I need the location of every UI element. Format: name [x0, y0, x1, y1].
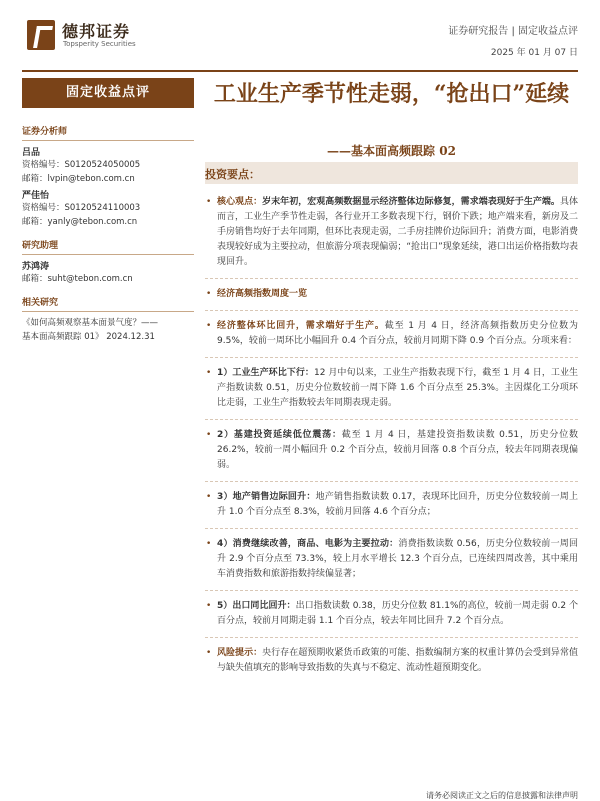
paragraph-text: 消费指数读数 0.56，历史分位数较前一周回升 2.9 个百分点至 73.3%，较上月水平增长 12.3 个百分点，已连续四周改善，其中乘用车消费指数和旅游指数持续偏显著；	[217, 539, 578, 579]
paragraph-text: 出口指数读数 0.38，历史分位数 81.1%的高位，较前一周走弱 0.2 个百分点，较前月同期走弱 1.1 个百分点，较去年同比回升 7.2 个百分点。	[217, 601, 578, 626]
paragraph-section-heading	[205, 287, 578, 311]
analyst-cert: 资格编号：S0120524110003	[22, 203, 141, 213]
category-label: 固定收益点评	[22, 78, 194, 108]
paragraph-bold: 岁末年初，宏观高频数据显示经济整体边际修复，需求端表现好于生产端。	[262, 197, 560, 207]
paragraph-bold: 2）基建投资延续低位震荡：	[217, 430, 342, 440]
paragraph-real-estate	[205, 490, 578, 529]
analyst-name: 吕品	[22, 148, 41, 158]
analyst-email[interactable]: 邮箱：lvpin@tebon.com.cn	[22, 174, 135, 184]
paragraph-lead: 风险提示：	[217, 648, 263, 658]
report-type: 证券研究报告 | 固定收益点评	[448, 26, 578, 37]
analyst-name: 严佳怡	[22, 191, 50, 201]
analyst-email[interactable]: 邮箱：yanly@tebon.com.cn	[22, 217, 138, 227]
paragraph-text: 截至 1 月 4 日，基建投资指数读数 0.51，历史分位数 26.2%，较前一周小幅回升 0.2 个百分点，较前月回落 0.8 个百分点，较去年同期表现偏弱。	[217, 430, 579, 470]
paragraph-bold: 5）出口同比回升：	[217, 601, 296, 611]
paragraph-industry	[205, 366, 578, 420]
header-divider	[22, 70, 578, 72]
main-heading-bar	[205, 162, 578, 184]
paragraph-export	[205, 599, 578, 638]
paragraph-bold: 3）地产销售边际回升：	[217, 492, 316, 502]
main-heading: 投资要点：	[205, 168, 260, 181]
paragraph-core-view	[205, 195, 578, 279]
assistant-section-title: 研究助理	[22, 238, 194, 255]
paragraph-lead: 核心观点：	[217, 197, 263, 207]
paragraph-bold: 1）工业生产环比下行：	[217, 368, 314, 378]
sidebar	[22, 124, 194, 344]
paragraph-overall	[205, 319, 578, 358]
paragraph-bold: 4）消费继续改善，商品、电影为主要拉动：	[217, 539, 399, 549]
analyst-cert: 资格编号：S0120524050005	[22, 160, 141, 170]
assistant-email[interactable]: 邮箱：suht@tebon.com.cn	[22, 274, 133, 284]
related-report-line[interactable]: 《如何高频观察基本面景气度？——	[22, 318, 159, 328]
company-logo-icon	[27, 20, 55, 50]
paragraph-consumption	[205, 537, 578, 591]
related-report-line[interactable]: 基本面高频跟踪 01》 2024.12.31	[22, 332, 155, 342]
paragraph-text: 央行存在超预期收紧货币政策的可能、指数编制方案的权重计算仍会受到异常值与缺失值填充的影响导致指数的失真与不稳定、流动性超预期变化。	[217, 648, 578, 673]
paragraph-infrastructure	[205, 428, 578, 482]
analysts-section-title: 证券分析师	[22, 124, 194, 141]
paragraph-lead: 经济整体环比回升，需求端好于生产。	[217, 321, 385, 331]
brand-name: 德邦证券	[62, 22, 131, 41]
assistant-name: 苏鸿涛	[22, 262, 50, 272]
paragraph-lead: 经济高频指数周度一览	[217, 289, 308, 299]
paragraph-risk	[205, 646, 578, 684]
report-date: 2025 年 01 月 07 日	[490, 48, 578, 58]
brand-name-en: Topsperity Securities	[63, 40, 136, 48]
paragraph-text: 具体而言，工业生产季节性走弱，各行业开工多数表现下行，钢价下跌；地产端来看，新房及二手房销售均好于去年同期，但环比表现走弱，二手房挂牌价边际回升；消费方面，电影消费表现较好成为主要拉动，但旅游分项表现偏弱；“抢出口”现象延续，港口出运价格指数均表现回升。	[217, 197, 578, 267]
report-subtitle: ——基本面高频跟踪 02	[327, 144, 456, 158]
disclaimer-footer: 请务必阅读正文之后的信息披露和法律声明	[426, 791, 578, 800]
paragraph-text: 地产销售指数读数 0.17，表现环比回升，历史分位数较前一周上升 1.0 个百分点至 8.3%，较前月回落 4.6 个百分点；	[217, 492, 578, 517]
paragraph-text: 12 月中旬以来，工业生产指数表现下行，截至 1 月 4 日，工业生产指数读数 0.51，历史分位数较前一周下降 1.6 个百分点至 25.3%。主因煤化工分项环比走弱，工业生产指数较去年同期表现走弱。	[217, 368, 579, 408]
paragraph-text: 截至 1 月 4 日，经济高频指数历史分位数为 9.5%，较前一周环比小幅回升 0.4 个百分点，较前月同期下降 0.9 个百分点。分项来看：	[217, 321, 578, 346]
main-content	[205, 195, 578, 692]
related-section-title: 相关研究	[22, 295, 194, 312]
report-title: 工业生产季节性走弱，“抢出口”延续	[213, 81, 570, 107]
